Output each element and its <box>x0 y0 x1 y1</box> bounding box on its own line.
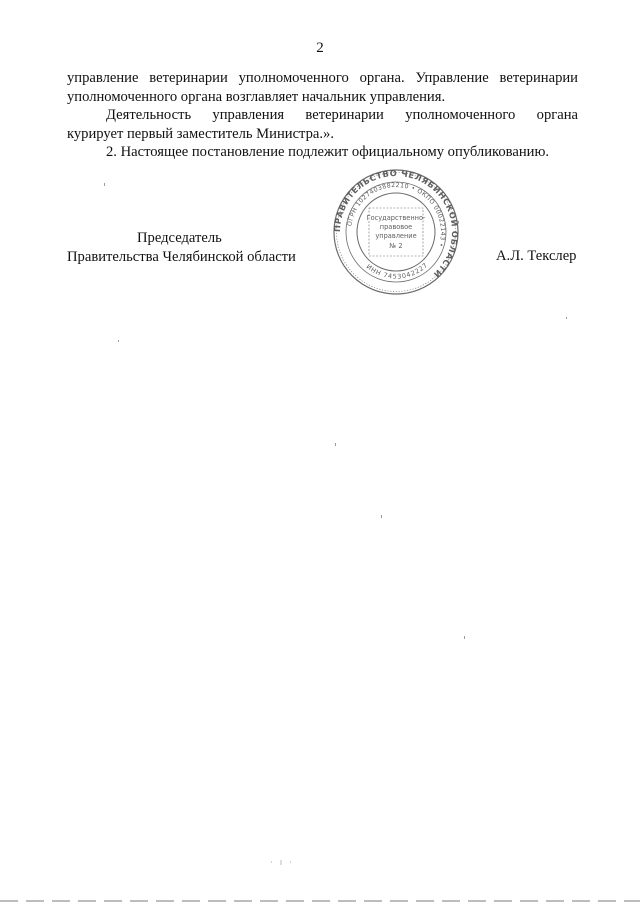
page-number: 2 <box>316 40 324 56</box>
paragraph-2-line-2: курирует первый заместитель Министра.». <box>67 125 334 142</box>
seal-center-line-2: правовое <box>379 223 413 231</box>
seal-graphic <box>332 168 460 296</box>
paragraph-1-line-2: уполномоченного органа возглавляет начальник управления. <box>67 88 446 105</box>
signatory-name: А.Л. Текслер <box>496 248 577 264</box>
seal-bottom-text: ИНН 7453042227 <box>364 260 430 281</box>
signatory-role: Председатель <box>137 230 222 246</box>
paragraph-2-line-1: Деятельность управления ветеринарии уполномоченного органа <box>106 107 578 123</box>
seal-inner-text: ОГРН 1027403882210 • ОКПО 00022143 • <box>346 181 447 248</box>
paragraph-3 <box>67 143 578 162</box>
scan-speck <box>381 515 382 518</box>
paragraph-3-line-1: 2. Настоящее постановление подлежит официальному опубликованию. <box>106 144 550 160</box>
scan-speck <box>464 636 465 639</box>
seal-center-line-1: Государственно- <box>366 214 426 222</box>
paragraph-2 <box>67 106 578 143</box>
paragraph-1 <box>67 69 578 106</box>
scan-edge-line <box>0 900 640 902</box>
signatory-position <box>67 229 327 266</box>
scan-speck <box>104 183 105 186</box>
footer-marks: · ı · <box>270 858 294 868</box>
scan-speck <box>566 317 567 319</box>
seal-center-line-4: № 2 <box>389 242 403 250</box>
signatory-organization: Правительства Челябинской области <box>67 248 296 265</box>
scan-speck <box>118 340 119 342</box>
seal-outer-text: ПРАВИТЕЛЬСТВО ЧЕЛЯБИНСКОЙ ОБЛАСТИ <box>332 168 460 281</box>
scan-speck <box>335 443 336 446</box>
official-seal <box>332 168 460 296</box>
paragraph-1-line-1: управление ветеринарии уполномоченного органа. Управление ветеринарии <box>67 70 578 86</box>
body-text <box>67 69 578 162</box>
seal-center-line-3: управление <box>375 232 417 240</box>
